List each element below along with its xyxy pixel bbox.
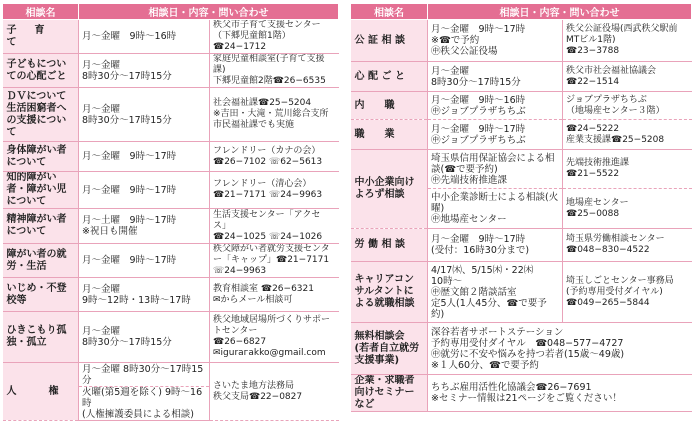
- time-cell: 月～金曜 9時～12時・13時～17時: [79, 278, 210, 312]
- contact-cell: 家庭児童相談室(子育て支援課) 下郷児童館2階☎26−6535: [210, 54, 339, 88]
- table-row: [351, 262, 692, 323]
- table-row: [3, 278, 339, 312]
- time-cell: 月～金曜 9時～17時: [79, 244, 210, 278]
- time-cell: 月～金曜 9時～16時 ㊥ジョブプラザちちぶ: [428, 92, 563, 120]
- table-row: [3, 363, 339, 387]
- contact-cell: さいたま地方法務局 秩父支局☎22−0827: [210, 363, 339, 421]
- table-row: [351, 92, 692, 120]
- time-cell: 月～金曜 9時～17時 ㊥ジョブプラザちちぶ: [428, 120, 563, 150]
- contact-cell: フレンドリー（清心会） ☎21−7171 ☏24−9963: [210, 172, 339, 209]
- table-header: [351, 4, 692, 20]
- time-cell: 月～金曜 8時30分～17時15分: [79, 88, 210, 142]
- table-row: [351, 323, 692, 375]
- table-row: [351, 150, 692, 189]
- time-cell: 月～金曜 8時30分～17時15分: [79, 312, 210, 363]
- contact-cell: ジョブプラザちちぶ （地場産センター３階）: [563, 92, 692, 120]
- time-cell: 火曜(第5週を除く) 9時～16時 (人権擁護委員による相談): [79, 387, 210, 421]
- header-details: 相談日・内容・問い合わせ: [79, 4, 339, 20]
- time-cell: 月～金曜 9時～16時: [79, 20, 210, 54]
- category-cell: 子どもについての心配ごと: [3, 54, 79, 88]
- category-cell: 職 業: [351, 120, 428, 150]
- table-row: [3, 142, 339, 172]
- header-category: 相談名: [3, 4, 79, 20]
- time-cell: 月～金曜 9時～17時: [79, 142, 210, 172]
- contact-cell: 秩父公証役場(西武秩父駅前MTビル1階) ☎23−3788: [563, 20, 692, 62]
- table-row: [3, 312, 339, 363]
- category-cell: 障がい者の就労・生活: [3, 244, 79, 278]
- table-row: [351, 62, 692, 92]
- category-cell: 内 職: [351, 92, 428, 120]
- table-row: [351, 120, 692, 150]
- category-cell: ひきこもり孤独・孤立: [3, 312, 79, 363]
- contact-cell: フレンドリー（カナの会） ☎26−7102 ☏62−5613: [210, 142, 339, 172]
- contact-cell: 秩父地域居場所づくりサポートセンター ☎26−6827 ✉igurагakko@gmail.com: [210, 312, 339, 363]
- contact-cell: 生活支援センター「アクセス」 ☎24−1025 ☏24−1026: [210, 209, 339, 244]
- right-consultation-table: [350, 3, 692, 412]
- time-cell: 月～金曜 8時30分～17時15分: [428, 62, 563, 92]
- contact-cell: 秩父障がい者就労支援センター「キャップ」☎21−7171 ☏24−9963: [210, 244, 339, 278]
- contact-cell: 秩父市子育て支援センター （下郷児童館1階）☎24−1712: [210, 20, 339, 54]
- time-cell: 深谷若者サポートステーション 予約専用受付ダイヤル ☎048−577−4727 ㊥就労に不安や悩みを持つ若者(15歳～49歳) ※１人60分、☎で要予約: [428, 323, 692, 375]
- category-cell: いじめ・不登校等: [3, 278, 79, 312]
- category-cell: ＤＶについて 生活困窮者への支援について: [3, 88, 79, 142]
- time-cell: 月～金曜 9時～17時: [79, 172, 210, 209]
- contact-cell: ☎24−5222 産業支援課☎25−5208: [563, 120, 692, 150]
- time-cell: 月～金曜 8時30分～17時15分: [79, 363, 210, 387]
- category-cell: 労 働 相 談: [351, 229, 428, 262]
- contact-cell: 地場産センター ☎25−0088: [563, 189, 692, 229]
- contact-cell: 社会福祉課☎25−5204 ※吉田・大滝・荒川総合支所市民福祉課でも実施: [210, 88, 339, 142]
- contact-cell: 埼玉しごとセンター事務局 (予約専用受付ダイヤル) ☎049−265−5844: [563, 262, 692, 323]
- header-category: 相談名: [351, 4, 428, 20]
- table-header: [3, 4, 339, 20]
- table-row: [3, 244, 339, 278]
- time-cell: 月～金曜 9時～17時 (受付：16時30分まで): [428, 229, 563, 262]
- time-cell: 埼玉県信用保証協会による相談(☎で要予約) ㊥先端技術推進課: [428, 150, 563, 189]
- category-cell: 企業・求職者向けセミナーなど: [351, 375, 428, 412]
- time-cell: ちちぶ雇用活性化協議会☎26−7691 ※セミナー情報は21ページをご覧ください！: [428, 375, 692, 412]
- category-cell: キャリアコンサルタントによる就職相談: [351, 262, 428, 323]
- time-cell: 4/17㈭、5/15㈭・22㈭ 10時～ ㊥歴文館２階談話室 定5人(1人45分、☎で要予約): [428, 262, 563, 323]
- time-cell: 中小企業診断士による相談(火曜) ㊥地場産センター: [428, 189, 563, 229]
- time-cell: 月～土曜 9時～17時 ※祝日も開催: [79, 209, 210, 244]
- category-cell: 中小企業向けよろず相談: [351, 150, 428, 229]
- table-row: [3, 172, 339, 209]
- table-row: [3, 88, 339, 142]
- category-cell: 精神障がい者について: [3, 209, 79, 244]
- category-cell: 無料相談会 (若者自立就労支援事業): [351, 323, 428, 375]
- contact-cell: 秩父市社会福祉協議会 ☎22−1514: [563, 62, 692, 92]
- left-consultation-table: [2, 3, 339, 421]
- category-cell: 子 育 て: [3, 20, 79, 54]
- contact-cell: 教育相談室 ☎26−6321 ✉からメール相談可: [210, 278, 339, 312]
- table-row: [3, 54, 339, 88]
- category-cell: 公 証 相 談: [351, 20, 428, 62]
- category-cell: 人 権: [3, 363, 79, 421]
- category-cell: 知的障がい者・障がい児について: [3, 172, 79, 209]
- header-details: 相談日・内容・問い合わせ: [428, 4, 692, 20]
- table-row: [351, 375, 692, 412]
- category-cell: 心 配 ご と: [351, 62, 428, 92]
- table-row: [3, 209, 339, 244]
- time-cell: 月～金曜 9時～17時 ※☎で予約 ㊥秩父公証役場: [428, 20, 563, 62]
- table-row: [351, 229, 692, 262]
- table-row: [351, 20, 692, 62]
- contact-cell: 埼玉県労働相談センター ☎048−830−4522: [563, 229, 692, 262]
- time-cell: 月～金曜 8時30分～17時15分: [79, 54, 210, 88]
- category-cell: 身体障がい者について: [3, 142, 79, 172]
- table-row: [3, 20, 339, 54]
- contact-cell: 先端技術推進課 ☎21−5522: [563, 150, 692, 189]
